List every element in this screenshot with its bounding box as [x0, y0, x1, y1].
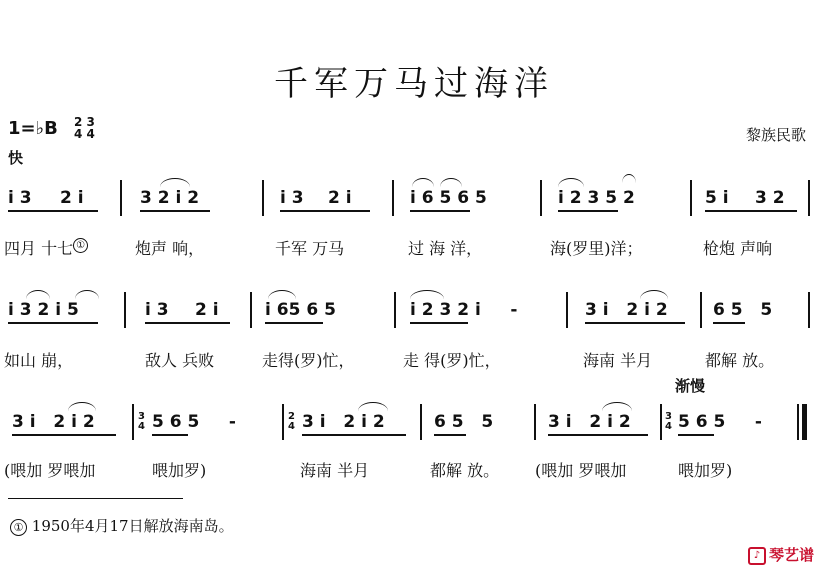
beam: [8, 210, 98, 212]
time-signature: [74, 116, 95, 140]
note: 3 2 i 2: [140, 188, 200, 208]
barline-icon: [262, 180, 264, 216]
time-signature-change: 3 4: [665, 411, 672, 432]
slur-icon: [75, 290, 99, 299]
beam: [8, 322, 98, 324]
barline-icon: [120, 180, 122, 216]
notation-row-1: [0, 188, 828, 228]
genre-label: 黎族民歌: [745, 126, 806, 144]
slur-icon: [412, 178, 434, 187]
beam: [705, 210, 797, 212]
note: 5 i: [705, 188, 729, 208]
watermark-logo: [748, 544, 814, 565]
beam: [302, 434, 406, 436]
note: 2 i: [60, 188, 84, 208]
beam: [548, 434, 648, 436]
barline-icon: [534, 404, 536, 440]
notation-row-2: [0, 300, 828, 340]
note: 2 i: [328, 188, 352, 208]
lyric: 如山 崩，: [4, 351, 74, 370]
slur-icon: [160, 178, 190, 187]
meter-top: 2 3: [74, 115, 95, 129]
barline-icon: [282, 404, 284, 440]
note: 3 i 2 i 2: [585, 300, 668, 320]
barline-icon: [566, 292, 568, 328]
footnote-text: 1950年4月17日解放海南岛。: [31, 517, 234, 535]
barline-icon: [132, 404, 134, 440]
note: i 3: [280, 188, 304, 208]
barline-icon: [660, 404, 662, 440]
time-signature-change: 3 4: [138, 411, 145, 432]
slur-icon: [358, 402, 388, 411]
beam: [585, 322, 685, 324]
slur-icon: [602, 402, 632, 411]
ritardando-mark: 渐慢: [675, 377, 706, 395]
beam: [434, 434, 466, 436]
barline-icon: [540, 180, 542, 216]
lyric: 炮声 响，: [135, 239, 205, 258]
note: 2 i: [195, 300, 219, 320]
meter-bottom: 4 4: [74, 127, 95, 141]
note: i 6 5 6 5: [410, 188, 487, 208]
note: i 3: [145, 300, 169, 320]
beam: [410, 322, 468, 324]
note: 6 5 5: [713, 300, 773, 320]
beam: [558, 210, 618, 212]
barline-icon: [420, 404, 422, 440]
lyric: (喂加 罗喂加: [4, 461, 96, 480]
time-signature-change: 2 4: [288, 411, 295, 432]
lyric: 敌人 兵败: [145, 351, 215, 370]
beam: [713, 322, 745, 324]
lyric: 都解 放。: [705, 351, 775, 370]
final-barline-thick: [802, 404, 807, 440]
slur-icon: [410, 290, 444, 299]
fermata-icon: [622, 174, 636, 183]
lyric: 海南 半月: [583, 351, 653, 370]
lyric: 走 得(罗)忙，: [403, 351, 501, 370]
note: 3 i 2 i 2: [302, 412, 385, 432]
final-barline-thin: [797, 404, 799, 440]
note: i 3 2 i 5: [8, 300, 79, 320]
slur-icon: [440, 178, 462, 187]
notation-row-3: [0, 412, 828, 452]
note: 6 5 5: [434, 412, 494, 432]
barline-icon: [690, 180, 692, 216]
lyric: 喂加罗): [152, 461, 207, 480]
lyric: 走得(罗)忙，: [262, 351, 355, 370]
note: i 2 3 2 i -: [410, 300, 518, 320]
key-signature: 1=♭B: [8, 118, 58, 139]
slur-icon: [26, 290, 50, 299]
lyric: 都解 放。: [430, 461, 500, 480]
slur-icon: [68, 402, 96, 411]
footnote-number: ①: [10, 519, 27, 536]
barline-icon: [392, 180, 394, 216]
lyric: 喂加罗): [678, 461, 733, 480]
footnote-marker: ①: [73, 238, 88, 253]
note: i 2 3 5 2: [558, 188, 635, 208]
slur-icon: [268, 290, 296, 299]
barline-icon: [808, 180, 810, 216]
note: 3 2: [755, 188, 785, 208]
lyric: 四月 十七 ①: [4, 236, 88, 259]
note: 3 i 2 i 2: [548, 412, 631, 432]
note: i 65 6 5: [265, 300, 336, 320]
barline-icon: [124, 292, 126, 328]
barline-icon: [700, 292, 702, 328]
lyric: 枪炮 声响: [703, 239, 773, 258]
note: 3 i 2 i 2: [12, 412, 95, 432]
beam: [280, 210, 370, 212]
note: 5 6 5 -: [152, 412, 236, 432]
beam: [140, 210, 210, 212]
beam: [12, 434, 116, 436]
note: i 3: [8, 188, 32, 208]
lyric: 过 海 洋，: [408, 239, 483, 258]
note: 5 6 5 -: [678, 412, 762, 432]
beam: [410, 210, 470, 212]
barline-icon: [250, 292, 252, 328]
lyric: (喂加 罗喂加: [535, 461, 627, 480]
slur-icon: [640, 290, 668, 299]
tempo-mark: 快: [8, 149, 24, 167]
beam: [152, 434, 188, 436]
slur-icon: [558, 178, 584, 187]
footnote-divider: [8, 498, 183, 499]
lyric: 海(罗里)洋；: [550, 239, 643, 258]
lyric: 海南 半月: [300, 461, 370, 480]
logo-icon: ♪: [748, 547, 766, 565]
logo-text: 琴艺谱: [768, 546, 814, 564]
beam: [265, 322, 323, 324]
footnote: [10, 515, 234, 536]
barline-icon: [808, 292, 810, 328]
beam: [678, 434, 714, 436]
beam: [145, 322, 230, 324]
barline-icon: [394, 292, 396, 328]
page-title: 千军万马过海洋: [274, 64, 554, 104]
lyric: 千军 万马: [275, 239, 345, 258]
